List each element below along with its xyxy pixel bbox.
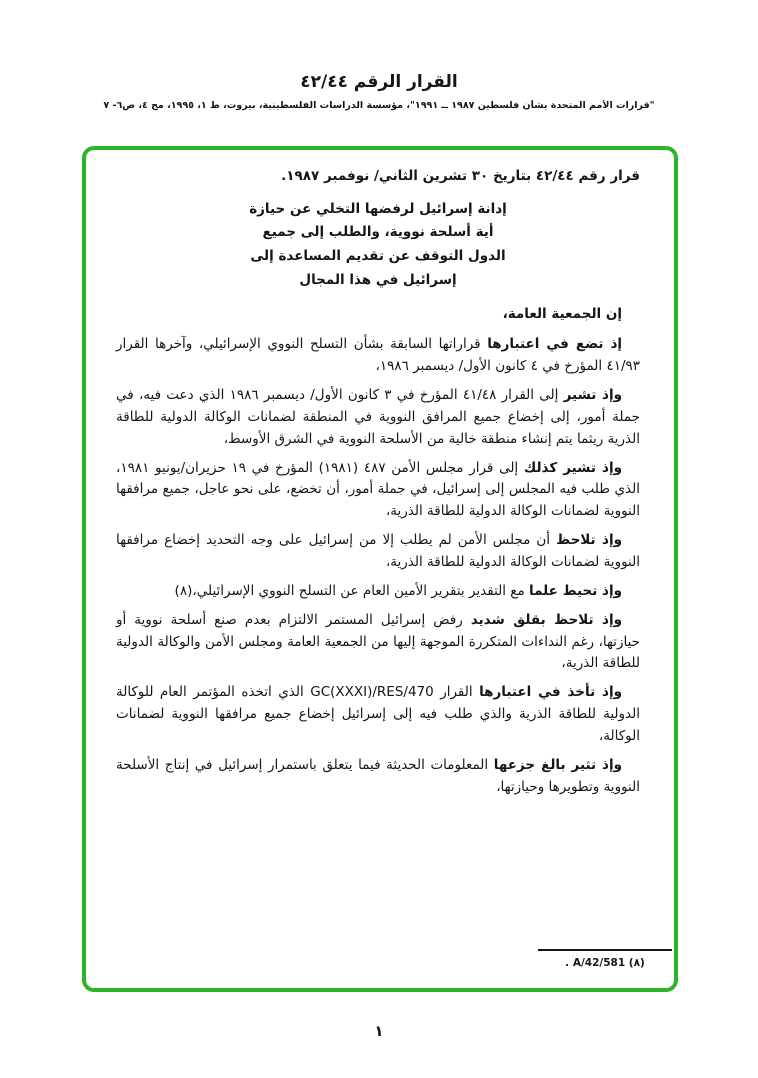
paragraph-lead: إذ تضع في اعتبارها <box>487 336 623 353</box>
source-citation: "قرارات الأمم المتحدة بشأن فلسطين ١٩٨٧ ــ ١٩٩١"، مؤسسة الدراسات الفلسطينية، بيروت، ط ١، ١٩٩٥، مج ٤، ص٦- ٧ <box>103 100 655 111</box>
paragraph-text: المعلومات الحديثة فيما يتعلق باستمرار إسرائيل في إنتاج الأسلحة النووية وتطويرها وحيازتها، <box>116 756 640 795</box>
paragraph-text: مع التقدير بتقرير الأمين العام عن التسلح النووي الإسرائيلي،(٨) <box>174 582 525 599</box>
resolution-subject <box>116 198 640 293</box>
preamble-paragraph <box>116 581 640 603</box>
paragraph-text: رفض إسرائيل المستمر الالتزام بعدم صنع أسلحة نووية أو حيازتها، رغم النداءات المتكررة الموجهة إليها من الجمعية العامة ومجلس الأمن والوكالة الدولية للطاقة الذرية، <box>116 611 640 672</box>
paragraph-lead: وإذ تشير <box>563 386 622 403</box>
paragraph-lead: وإذ تثير بالغ جزعها <box>493 756 622 773</box>
paragraph-lead: وإذ تشير كذلك <box>523 459 622 476</box>
preamble-paragraph <box>116 755 640 799</box>
preamble-paragraph <box>116 334 640 378</box>
paragraph-text: قراراتها السابقة بشأن التسلح النووي الإسرائيلي، وآخرها القرار ٤١/٩٣ المؤرخ في ٤ كانون الأول/ ديسمبر ١٩٨٦، <box>116 336 640 375</box>
paragraph-lead: وإذ تحيط علما <box>529 582 622 599</box>
paragraph-text: القرار GC(XXXI)/RES/470 الذي اتخذه المؤتمر العام للوكالة الدولية للطاقة الذرية والذي طلب فيه إلى إسرائيل إخضاع جميع مرافقها النووية لضمانات الوكالة، <box>116 684 640 744</box>
general-assembly-opening: إن الجمعية العامة، <box>502 306 622 323</box>
paragraph-text: إلى قرار مجلس الأمن ٤٨٧ (١٩٨١) المؤرخ في ١٩ حزيران/يونيو ١٩٨١، الذي طلب فيه المجلس إلى إسرائيل، في جملة أمور، أن تخضع، على نحو عاجل، جميع مرافقها النووية لضمانات الوكالة الدولية للطاقة الذرية، <box>116 459 640 520</box>
preamble-paragraph <box>116 530 640 574</box>
footnote-divider <box>538 949 672 951</box>
page-number: ١ <box>374 1022 384 1040</box>
paragraph-lead: وإذ تأخذ في اعتبارها <box>479 684 623 701</box>
paragraph-text: أن مجلس الأمن لم يطلب إلا من إسرائيل على وجه التحديد إخضاع مرافقها النووية لضمانات الوكالة الدولية للطاقة الذرية، <box>116 532 640 570</box>
paragraph-text: إلى القرار ٤١/٤٨ المؤرخ في ٣ كانون الأول/ ديسمبر ١٩٨٦ الذي دعت فيه، في جملة أمور، إلى إخضاع جميع المرافق النووية في المنطقة لضمانات الوكالة الدولية للطاقة الذرية ريثما يتم إنشاء منطقة خالية من الأسلحة النووية في الشرق الأوسط، <box>116 386 640 447</box>
subject-line: إدانة إسرائيل لرفضها التخلي عن حيازة <box>249 200 507 217</box>
preamble-paragraph <box>116 610 640 676</box>
paragraph-lead: وإذ تلاحظ <box>556 532 623 549</box>
resolution-frame <box>82 146 678 992</box>
page-title: القرار الرقم ٤٢/٤٤ <box>300 72 458 92</box>
subject-line: إسرائيل في هذا المجال <box>299 271 457 288</box>
preamble-paragraph <box>116 385 640 451</box>
footnote-text: (٨) A/42/581 . <box>565 957 645 969</box>
subject-line: أية أسلحة نووية، والطلب إلى جميع <box>262 224 494 241</box>
subject-line: الدول التوقف عن تقديم المساعدة إلى <box>250 248 506 265</box>
preamble-paragraph <box>116 458 640 524</box>
preamble-paragraph <box>116 682 640 748</box>
resolution-number-line: قرار رقم ٤٢/٤٤ بتاريخ ٣٠ تشرين الثاني/ نوفمبر ١٩٨٧. <box>281 168 640 184</box>
footnote <box>538 949 672 972</box>
paragraph-lead: وإذ تلاحظ بقلق شديد <box>470 611 622 628</box>
